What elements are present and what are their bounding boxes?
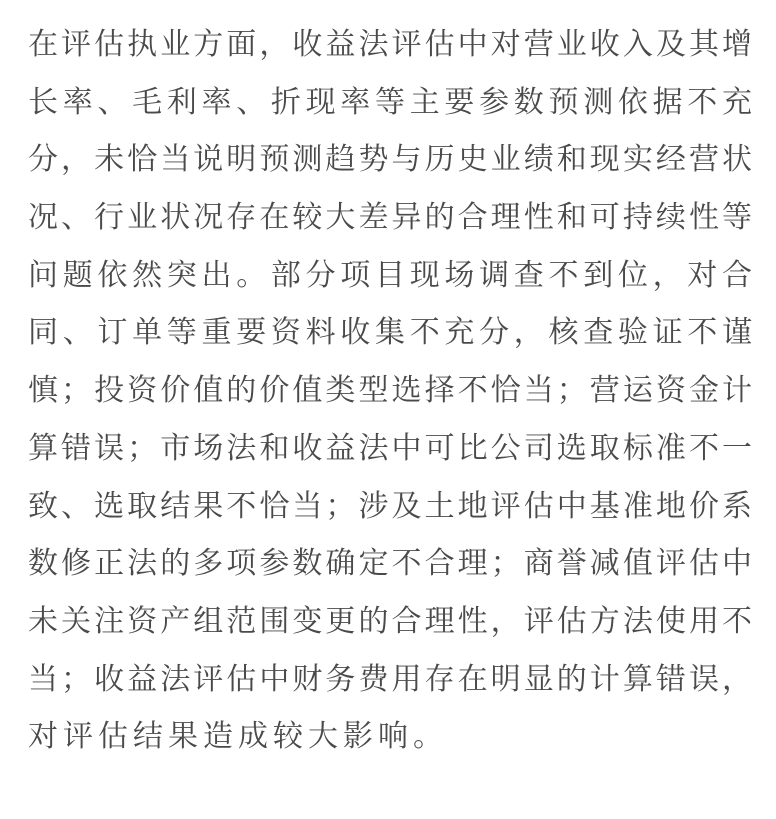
paragraph-line: 在评估执业方面，收益法评估中对营业收入及其增 [28, 27, 752, 62]
paragraph-line: 同、订单等重要资料收集不充分，核查验证不谨 [28, 315, 752, 351]
paragraph-line: 长率、毛利率、折现率等主要参数预测依据不充 [28, 84, 752, 120]
paragraph-line: 慎；投资价值的价值类型选择不恰当；营运资金计 [28, 373, 752, 409]
paragraph-line: 况、行业状况存在较大差异的合理性和可持续性等 [28, 200, 752, 236]
paragraph-line: 分，未恰当说明预测趋势与历史业绩和现实经营状 [28, 142, 752, 178]
paragraph-line: 算错误；市场法和收益法中可比公司选取标准不一 [28, 430, 752, 466]
paragraph-line: 对评估结果造成较大影响。 [28, 719, 448, 755]
paragraph-line: 问题依然突出。部分项目现场调查不到位，对合 [28, 257, 752, 293]
paragraph-line: 致、选取结果不恰当；涉及土地评估中基准地价系 [28, 488, 752, 524]
paragraph-line: 未关注资产组范围变更的合理性，评估方法使用不 [28, 603, 752, 639]
paragraph-line: 数修正法的多项参数确定不合理；商誉减值评估中 [28, 546, 752, 582]
paragraph-line: 当；收益法评估中财务费用存在明显的计算错误， [28, 661, 752, 697]
article-body [28, 16, 752, 766]
